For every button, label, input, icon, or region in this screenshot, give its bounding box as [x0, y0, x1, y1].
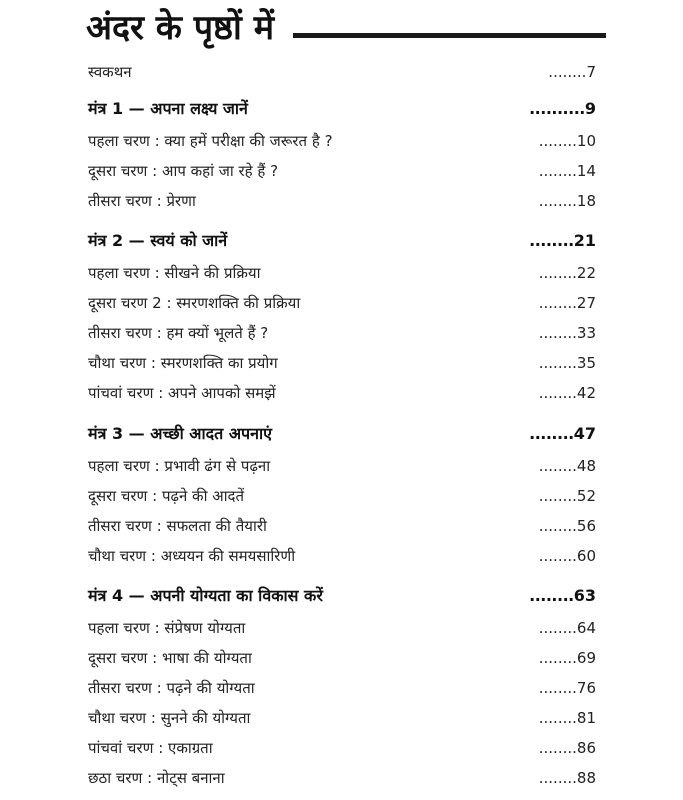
toc-page-number: 64: [576, 619, 596, 637]
toc-page-number: 21: [573, 231, 596, 250]
toc-dot-leader: ........: [538, 192, 577, 210]
toc-entry-title: पहला चरण : प्रभावी ढंग से पढ़ना: [88, 457, 271, 475]
toc-row: [88, 157, 596, 185]
toc-dot-leader: ........: [538, 457, 577, 475]
toc-dot-leader: ........: [538, 769, 577, 787]
toc-dot-leader: ........: [529, 586, 574, 605]
toc-row: [88, 187, 596, 215]
toc-entry-page: [529, 95, 596, 123]
toc-entry-title: मंत्र 1 — अपना लक्ष्य जानें: [88, 99, 248, 118]
toc-entry-title: तीसरा चरण : सफलता की तैयारी: [88, 517, 267, 535]
toc-entry-page: [548, 58, 596, 86]
toc-entry-page: [539, 187, 596, 215]
toc-row: [88, 379, 596, 407]
toc-entry-page: [539, 452, 596, 480]
toc-entry-page: [539, 127, 596, 155]
toc-section-row: [88, 582, 596, 610]
toc-entry-page: [529, 227, 596, 255]
toc-page-number: 52: [576, 487, 596, 505]
toc-entry-title: तीसरा चरण : हम क्यों भूलते हैं ?: [88, 324, 269, 342]
toc-page-number: 22: [576, 264, 596, 282]
toc-entry-page: [539, 512, 596, 540]
toc-entry-page: [539, 734, 596, 762]
toc-entry-page: [529, 420, 596, 448]
toc-dot-leader: ........: [538, 162, 577, 180]
toc-page-number: 10: [576, 132, 596, 150]
toc-dot-leader: ........: [529, 424, 574, 443]
toc-page-number: 81: [576, 709, 596, 727]
toc-row: [88, 674, 596, 702]
toc-section-row: [88, 420, 596, 448]
toc-dot-leader: ........: [538, 709, 577, 727]
toc-entry-page: [539, 349, 596, 377]
toc-entry-page: [539, 259, 596, 287]
toc-dot-leader: ........: [538, 264, 577, 282]
toc-page-number: 56: [576, 517, 596, 535]
toc-section-row: [88, 95, 596, 123]
toc-page-number: 76: [576, 679, 596, 697]
toc-row: [88, 644, 596, 672]
toc-dot-leader: ........: [538, 354, 577, 372]
toc-entry-page: [539, 644, 596, 672]
toc-page-number: 42: [576, 384, 596, 402]
toc-entry-title: पहला चरण : क्या हमें परीक्षा की जरूरत है ?: [88, 132, 333, 150]
toc-entry-title: चौथा चरण : स्मरणशक्ति का प्रयोग: [88, 354, 278, 372]
toc-entry-page: [539, 157, 596, 185]
toc-entry-title: दूसरा चरण 2 : स्मरणशक्ति की प्रक्रिया: [88, 294, 301, 312]
toc-entry-title: दूसरा चरण : आप कहां जा रहे हैं ?: [88, 162, 279, 180]
toc-page-number: 69: [576, 649, 596, 667]
toc-row: [88, 349, 596, 377]
toc-row: [88, 542, 596, 570]
toc-dot-leader: ........: [538, 649, 577, 667]
toc-page-number: 7: [586, 63, 596, 81]
toc-dot-leader: ........: [538, 679, 577, 697]
toc-entry-title: पांचवां चरण : अपने आपको समझें: [88, 384, 276, 402]
toc-entry-title: दूसरा चरण : पढ़ने की आदतें: [88, 487, 245, 505]
toc-entry-page: [539, 764, 596, 792]
toc-entry-title: तीसरा चरण : पढ़ने की योग्यता: [88, 679, 255, 697]
toc-row: [88, 512, 596, 540]
toc-section-row: [88, 227, 596, 255]
toc-dot-leader: ........: [538, 739, 577, 757]
toc-dot-leader: ........: [538, 294, 577, 312]
toc-row: [88, 319, 596, 347]
toc-page-number: 63: [573, 586, 596, 605]
toc-entry-page: [539, 289, 596, 317]
toc-row: [88, 127, 596, 155]
toc-dot-leader: ........: [538, 324, 577, 342]
toc-dot-leader: ........: [538, 619, 577, 637]
toc-entry-page: [539, 542, 596, 570]
toc-row: [88, 704, 596, 732]
toc-entry-title: मंत्र 4 — अपनी योग्यता का विकास करें: [88, 586, 323, 605]
toc-dot-leader: ........: [538, 547, 577, 565]
toc-page-number: 88: [576, 769, 596, 787]
toc-page-number: 18: [576, 192, 596, 210]
toc-entry-title: पहला चरण : संप्रेषण योग्यता: [88, 619, 246, 637]
toc-row: [88, 734, 596, 762]
toc-entry-page: [539, 614, 596, 642]
toc-page-number: 27: [576, 294, 596, 312]
toc-entry-title: मंत्र 3 — अच्छी आदत अपनाएं: [88, 424, 273, 443]
toc-row: [88, 259, 596, 287]
toc-entry-title: स्वकथन: [88, 63, 132, 81]
toc-page-number: 14: [576, 162, 596, 180]
toc-entry-title: पांचवां चरण : एकाग्रता: [88, 739, 213, 757]
toc-dot-leader: ........: [538, 487, 577, 505]
toc-entry-page: [539, 319, 596, 347]
toc-row: [88, 614, 596, 642]
toc-entry-page: [539, 482, 596, 510]
toc-dot-leader: ........: [529, 231, 574, 250]
toc-dot-leader: ........: [538, 517, 577, 535]
toc-page-number: 60: [576, 547, 596, 565]
toc-page-number: 35: [576, 354, 596, 372]
toc-entry-page: [539, 704, 596, 732]
toc-entry-title: तीसरा चरण : प्रेरणा: [88, 192, 196, 210]
toc-page-number: 33: [576, 324, 596, 342]
toc-row: [88, 452, 596, 480]
toc-dot-leader: ..........: [529, 99, 585, 118]
toc-row: [88, 764, 596, 792]
toc-entry-title: दूसरा चरण : भाषा की योग्यता: [88, 649, 252, 667]
toc-dot-leader: ........: [538, 132, 577, 150]
page-title: अंदर के पृष्ठों में: [86, 8, 275, 48]
toc-page-number: 9: [584, 99, 596, 118]
toc-row: [88, 58, 596, 86]
toc-entry-title: मंत्र 2 — स्वयं को जानें: [88, 231, 228, 250]
toc-page-number: 48: [576, 457, 596, 475]
toc-entry-page: [539, 379, 596, 407]
toc-entry-title: छठा चरण : नोट्स बनाना: [88, 769, 225, 787]
toc-entry-page: [539, 674, 596, 702]
toc-entry-title: चौथा चरण : सुनने की योग्यता: [88, 709, 251, 727]
toc-dot-leader: ........: [538, 384, 577, 402]
toc-page-number: 47: [573, 424, 596, 443]
toc-row: [88, 482, 596, 510]
toc-dot-leader: ........: [548, 63, 587, 81]
toc-entry-title: चौथा चरण : अध्ययन की समयसारिणी: [88, 547, 296, 565]
toc-row: [88, 289, 596, 317]
toc-entry-title: पहला चरण : सीखने की प्रक्रिया: [88, 264, 261, 282]
toc-entry-page: [529, 582, 596, 610]
toc-page-number: 86: [576, 739, 596, 757]
